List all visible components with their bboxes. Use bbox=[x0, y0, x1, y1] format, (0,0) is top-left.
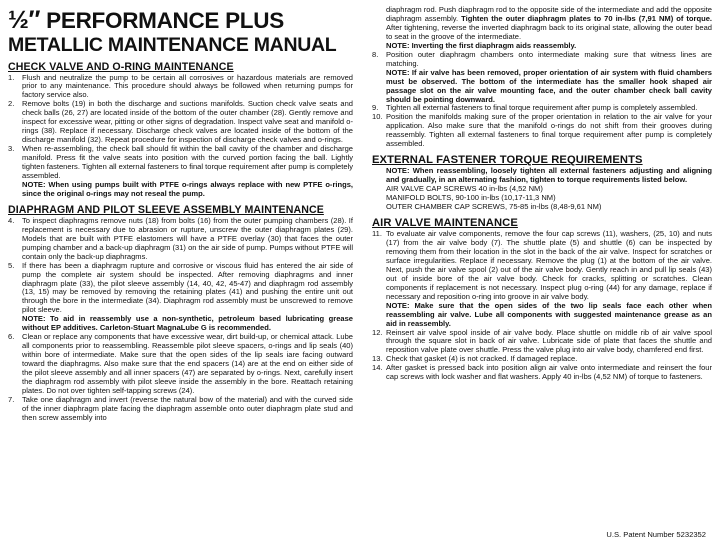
inverting-note: NOTE: Inverting the first diaphragm aids reassembly. bbox=[386, 40, 577, 50]
list-item: 5. If there has been a diaphragm rupture and corrosive or viscous fluid has entered the air side of pump the complete air system should be inspected. After removing diaphragms and inner diaphragm plate (33), the pilot sleeve assembly (14, 40, 42, 45-47) and diaphragm rod assembly (13, 15) may be removed by removing the retaining plates (41) and pushing the entire unit out through the bore in the intermediate (34). Diaphragm rod assembly must be unscrewed to remove pilot sleeve. bbox=[8, 260, 353, 315]
list-item: 2. Remove bolts (19) in both the discharge and suctions manifolds. Suction check valve seats and check balls (26, 27) are located inside of the bottom of the outer chamber (28). Gently remove and inspect for excessive wear, pitting or other signs of degradation. Inspect valve seat and manifold o-rings (38). Replace if necessary. Discharge check valves are located inside of the bottom of the discharge manifold (32). Repeat procedure for inspection of discharge check valves and o-rings. bbox=[8, 99, 353, 145]
title-fraction: ½″ bbox=[8, 6, 41, 34]
check-valve-heading: CHECK VALVE AND O-RING MAINTENANCE bbox=[8, 60, 234, 73]
diaphragm-list-cont bbox=[8, 333, 353, 423]
list-item: 8. Position outer diaphragm chambers onto intermediate making sure that witness lines are matching. bbox=[372, 49, 712, 68]
pilot-sleeve-note: NOTE: To aid in reassembly use a non-synthetic, petroleum based lubricating grease without EP additives. Carleton-Stuart MagnaLube G is recommended. bbox=[22, 314, 353, 333]
list-item: 1. Flush and neutralize the pump to be certain all corrosives or hazardous materials are removed prior to any maintenance. This procedure should always be followed when returning pumps for factory service also. bbox=[8, 72, 353, 100]
list-item: 11. To evaluate air valve components, remove the four cap screws (11), washers, (25, 10) and nuts (17) from the air valve body (7). The shuttle plate (5) and shuttle (6) can be inspected by removing them from their location in the slot in the back of the air valve. Inspect for scratches or surface irregularities. Replace if necessary. Remove the plug (1) at the bottom of the air valve. Next, push the air valve spool (2) out of the air valve body. Gently reach in and pull lip seals (43) out of inside bore of the air valve body. Check for cracks, splitting or scratches. Clean components if replacement is not necessary. Inspect plug o-ring (44) for any damage, replace if necessary and reposition o-ring into groove in air valve body. bbox=[372, 229, 712, 301]
air-valve-list-cont bbox=[372, 329, 712, 383]
diaphragm-list-right bbox=[372, 51, 712, 69]
item7-continued: diaphragm rod. Push diaphragm rod to the opposite side of the intermediate and add the opposite diaphragm assembly. Tighten the outer diaphragm plates to 70 in-lbs (7,91 NM) of torque. After tightening, reverse the inverted diaphragm back to its original state, allowing the outer bead to seat in the groove of the intermediate. bbox=[386, 5, 712, 41]
diaphragm-list-right-cont bbox=[372, 104, 712, 149]
list-item: 10. Position the manifolds making sure of the proper orientation in relation to the air valve for your application. Also make sure that the manifold o-rings do not shift from their grooves during reassembly. Tighten all external fasteners to final torque requirement after pump is completely assembled. bbox=[372, 112, 712, 149]
air-valve-orientation-note: NOTE: If air valve has been removed, proper orientation of air system with fluid chambers must be observed. The bottom of the intermediate has the smaller hook shaped air passage slot on the air valve mounting face, and the outer chamber check ball cavity should be pointing downward. bbox=[386, 67, 712, 104]
list-item: 12. Reinsert air valve spool inside of air valve body. Place shuttle on middle rib of air valve spool through the square slot in back of air valve. Lubricate side of plate that faces the shuttle and reposition valve plate over shuttle. Press the valve plug into air valve body, chamfered end first. bbox=[372, 327, 712, 355]
torque-heading: EXTERNAL FASTENER TORQUE REQUIREMENTS bbox=[372, 154, 643, 167]
list-item: 3. When re-assembling, the check ball should fit within the ball cavity of the chamber and discharge manifold. Press fit the valve seats into position with the curved portion facing the ball. Lightly tighten fasteners. Tighten all external fasteners to final torque requirement after pump is completely assembled. bbox=[8, 144, 353, 180]
patent-number: U.S. Patent Number 5232352 bbox=[606, 530, 706, 539]
torque-note: NOTE: When reassembling, loosely tighten all external fasteners adjusting and aligning and gradually, in an alternating fashion, tighten to torque requirements listed below. bbox=[386, 166, 712, 185]
torque-line: OUTER CHAMBER CAP SCREWS, 75-85 in-lbs (8,48-9,61 NM) bbox=[386, 202, 602, 212]
check-valve-note: NOTE: When using pumps built with PTFE o-rings always replace with new PTFE o-rings, since the original o-rings may not reseal the pump. bbox=[22, 179, 353, 198]
list-item: 4. To inspect diaphragms remove nuts (18) from bolts (16) from the outer pumping chambers (28). If replacement is necessary due to abrasion or rupture, unscrew the outer diaphragm plates (29). Models that are built with PTFE elastomers will have a PTFE overlay (30) that faces the outer pumping chamber and a back-up diaphragm (31) on the air side of pump. Pumps without PTFE will contain only the back-up diaphragms. bbox=[8, 215, 353, 261]
diaphragm-list bbox=[8, 217, 353, 315]
air-valve-heading: AIR VALVE MAINTENANCE bbox=[372, 217, 518, 230]
right-column bbox=[372, 6, 712, 382]
list-item: 7. Take one diaphragm and invert (reverse the natural bow of the material) and with the curved side of the inner diaphragm plate facing the diaphragm assemble onto outer diaphragm plate stud and then screw assembly into bbox=[8, 394, 353, 422]
list-item: 14. After gasket is pressed back into position align air valve onto intermediate and reinsert the four cap screws with lock washer and flat washers. Apply 40 in-lbs (4,52 NM) of torque to fasteners. bbox=[372, 363, 712, 382]
list-item: 6. Clean or replace any components that have excessive wear, dirt build-up, or chemical attack. Lube all components prior to reassembling. Reassemble pilot sleeve spacers, o-rings and lip seals (40) within bore of intermediate. Make sure that the open sides of the lip seals iare facing outward toward the diaphragms. Also make sure that the end spacers (14) are at the end on either side of the pilot sleeve assembly and all inner spacers (47) are separated by o-rings. Next, carefully insert the diaphragm rod assembly with pilot sleeve inside the assembly in the bore. Reattach retaining plates. Do not over tighten self-tapping screws (24). bbox=[8, 332, 353, 395]
lip-seal-note: NOTE: Make sure that the open sides of the two lip seals face each other when reassembling air valve. Lube all components with suggested maintenance grease as an aid in reassembly. bbox=[386, 300, 712, 328]
torque-line: AIR VALVE CAP SCREWS 40 in-lbs (4,52 NM) bbox=[386, 184, 543, 194]
torque-line: MANIFOLD BOLTS, 90-100 in-lbs (10,17-11,3 NM) bbox=[386, 193, 556, 203]
list-item: 13. Check that gasket (4) is not cracked. If damaged replace. bbox=[372, 354, 578, 364]
left-column bbox=[8, 6, 353, 423]
list-item: 9. Tighten all external fasteners to final torque requirement after pump is completely assembled. bbox=[372, 103, 698, 113]
title-line-2: METALLIC MAINTENANCE MANUAL bbox=[8, 34, 337, 56]
check-valve-list bbox=[8, 74, 353, 181]
title-text: PERFORMANCE PLUS bbox=[40, 8, 284, 33]
diaphragm-heading: DIAPHRAGM AND PILOT SLEEVE ASSEMBLY MAINTENANCE bbox=[8, 203, 324, 216]
air-valve-list bbox=[372, 230, 712, 302]
title-line-1 bbox=[8, 8, 353, 33]
